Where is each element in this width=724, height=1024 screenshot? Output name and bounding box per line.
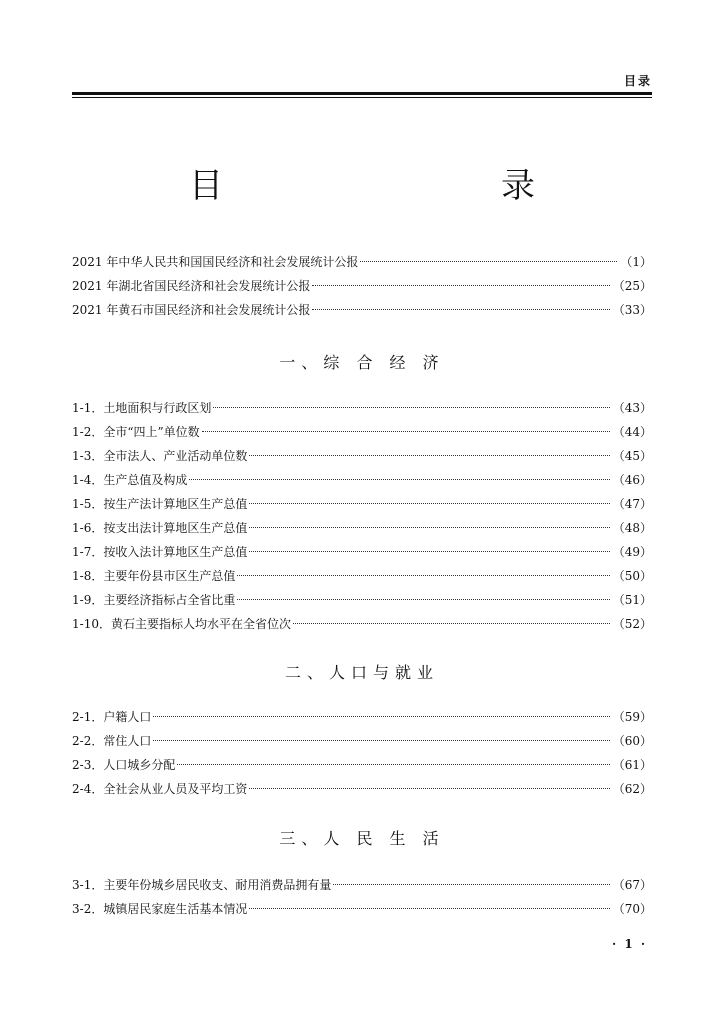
header-rule-thin [72, 97, 652, 98]
toc-entry-label: 2-4．全社会从业人员及平均工资 [72, 782, 248, 796]
toc-entry[interactable] [72, 612, 652, 636]
toc-entry-label: 3-1．主要年份城乡居民收支、耐用消费品拥有量 [72, 878, 332, 892]
toc-entry-page: （62） [612, 782, 652, 796]
toc-entry[interactable] [72, 540, 652, 564]
toc-entry[interactable] [72, 274, 652, 298]
toc-entry-label: 1-8．主要年份县市区生产总值 [72, 569, 236, 583]
toc-entry-label: 1-1．土地面积与行政区划 [72, 401, 212, 415]
toc-entry-label: 2021 年中华人民共和国国民经济和社会发展统计公报 [72, 255, 359, 269]
toc-reports [72, 250, 652, 322]
toc-entry-page: （61） [612, 758, 652, 772]
toc-entry[interactable] [72, 396, 652, 420]
page-title: 目 录 [189, 166, 605, 206]
dot-leader [333, 884, 609, 885]
section-heading: 二、人口与就业 [284, 663, 439, 682]
toc-entry-label: 2-2．常住人口 [72, 734, 152, 748]
toc-entry[interactable] [72, 564, 652, 588]
dot-leader [237, 575, 609, 576]
toc-entry-page: （43） [612, 401, 652, 415]
page-number: · 1 · [612, 937, 648, 951]
dot-leader [249, 503, 609, 504]
toc-entry-page: （60） [612, 734, 652, 748]
toc-entry-label: 1-9．主要经济指标占全省比重 [72, 593, 236, 607]
dot-leader [249, 455, 609, 456]
toc-entry-page: （25） [612, 279, 652, 293]
dot-leader [153, 740, 609, 741]
dot-leader [249, 908, 609, 909]
toc-entry-page: （50） [612, 569, 652, 583]
toc-entry[interactable] [72, 777, 652, 801]
toc-entry[interactable] [72, 753, 652, 777]
toc-entry-page: （67） [612, 878, 652, 892]
toc-entry-label: 1-3．全市法人、产业活动单位数 [72, 449, 248, 463]
toc-entry[interactable] [72, 250, 652, 274]
toc-entry-label: 1-10．黄石主要指标人均水平在全省位次 [72, 617, 291, 631]
toc-section-1 [72, 396, 652, 636]
dot-leader [153, 716, 609, 717]
toc-section-2 [72, 705, 652, 801]
toc-section-3 [72, 873, 652, 921]
toc-entry[interactable] [72, 468, 652, 492]
toc-entry[interactable] [72, 298, 652, 322]
toc-entry[interactable] [72, 420, 652, 444]
running-head: 目录 [623, 74, 652, 88]
dot-leader [189, 479, 609, 480]
toc-entry-page: （48） [612, 521, 652, 535]
toc-entry-label: 1-6．按支出法计算地区生产总值 [72, 521, 248, 535]
toc-entry-page: （70） [612, 902, 652, 916]
dot-leader [360, 261, 617, 262]
dot-leader [213, 407, 609, 408]
dot-leader [249, 788, 609, 789]
dot-leader [312, 309, 609, 310]
toc-entry-label: 2021 年湖北省国民经济和社会发展统计公报 [72, 279, 311, 293]
toc-entry[interactable] [72, 729, 652, 753]
toc-entry-page: （47） [612, 497, 652, 511]
dot-leader [249, 527, 609, 528]
dot-leader [177, 764, 609, 765]
toc-entry-label: 2-3．人口城乡分配 [72, 758, 176, 772]
toc-entry-page: （33） [612, 303, 652, 317]
toc-entry-page: （46） [612, 473, 652, 487]
toc-entry-label: 1-2．全市“四上”单位数 [72, 425, 200, 439]
dot-leader [293, 623, 610, 624]
toc-entry-page: （44） [612, 425, 652, 439]
section-heading: 一、综 合 经 济 [279, 353, 445, 372]
toc-entry-page: （52） [612, 617, 652, 631]
toc-entry-label: 1-7．按收入法计算地区生产总值 [72, 545, 248, 559]
toc-entry[interactable] [72, 444, 652, 468]
toc-entry[interactable] [72, 588, 652, 612]
dot-leader [249, 551, 609, 552]
toc-entry-page: （51） [612, 593, 652, 607]
toc-entry-label: 2021 年黄石市国民经济和社会发展统计公报 [72, 303, 311, 317]
section-heading: 三、人 民 生 活 [279, 829, 445, 848]
dot-leader [312, 285, 609, 286]
toc-entry-page: （1） [620, 255, 652, 269]
toc-entry-page: （45） [612, 449, 652, 463]
toc-entry-label: 1-5．按生产法计算地区生产总值 [72, 497, 248, 511]
header-rule-thick [72, 92, 652, 95]
toc-entry-page: （59） [612, 710, 652, 724]
toc-entry-label: 2-1．户籍人口 [72, 710, 152, 724]
toc-entry-page: （49） [612, 545, 652, 559]
toc-entry-label: 3-2．城镇居民家庭生活基本情况 [72, 902, 248, 916]
toc-entry[interactable] [72, 492, 652, 516]
toc-entry[interactable] [72, 516, 652, 540]
toc-entry[interactable] [72, 705, 652, 729]
toc-entry-label: 1-4．生产总值及构成 [72, 473, 188, 487]
toc-entry[interactable] [72, 873, 652, 897]
dot-leader [202, 431, 610, 432]
dot-leader [237, 599, 609, 600]
toc-entry[interactable] [72, 897, 652, 921]
